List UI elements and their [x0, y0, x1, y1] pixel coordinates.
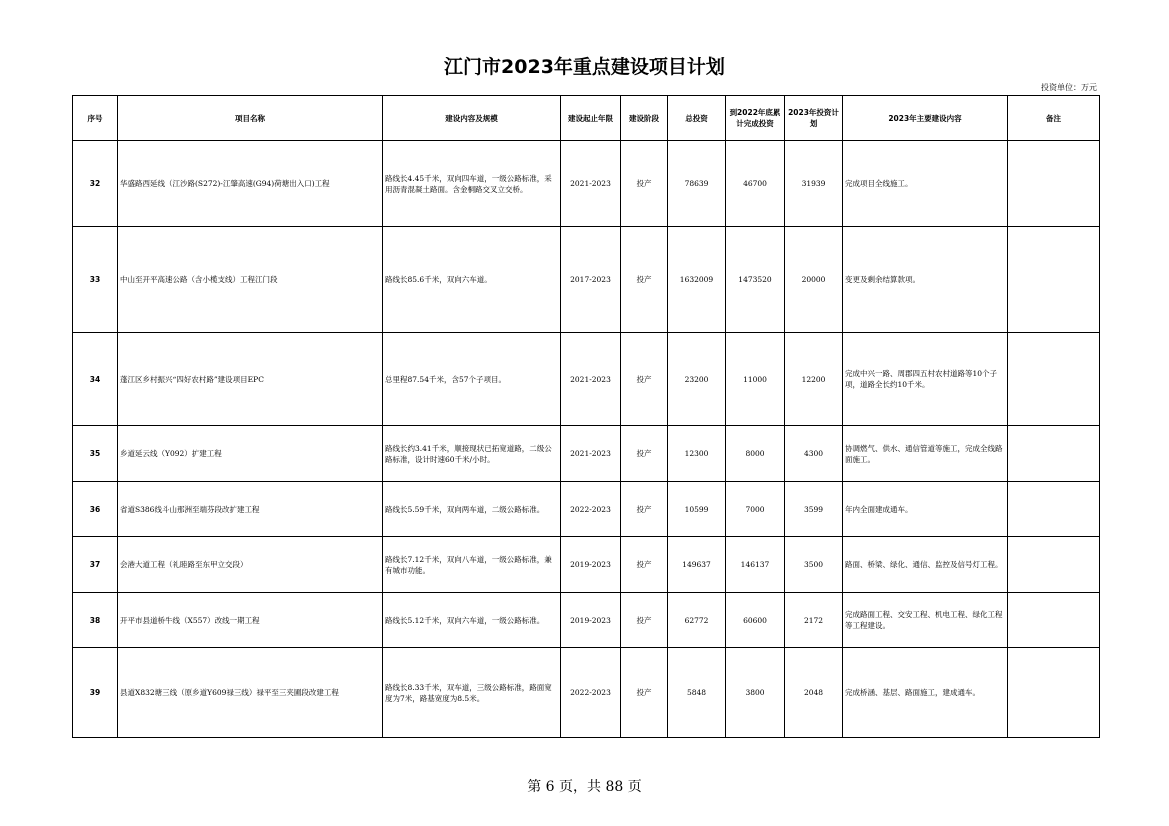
project-content-cell: 路线长4.45千米，双向四车道，一级公路标准，采用沥青混凝土路面。含金桐路交叉立交桥。 [383, 141, 561, 227]
project-stage-cell: 投产 [621, 333, 668, 426]
plan-investment-cell: 3500 [785, 537, 843, 593]
completed-investment-cell: 60600 [726, 593, 785, 648]
main-content-cell: 完成桥涵、基层、路面施工，建成通车。 [843, 648, 1008, 738]
header-no: 序号 [73, 96, 118, 141]
plan-investment-cell: 3599 [785, 482, 843, 537]
project-content-cell: 路线长7.12千米，双向八车道，一级公路标准，兼有城市功能。 [383, 537, 561, 593]
note-cell [1008, 537, 1100, 593]
total-investment-cell: 10599 [668, 482, 726, 537]
plan-investment-cell: 2048 [785, 648, 843, 738]
main-content-cell: 完成项目全线施工。 [843, 141, 1008, 227]
project-years-cell: 2022-2023 [561, 648, 621, 738]
project-name-cell: 蓬江区乡村振兴“四好农村路”建设项目EPC [118, 333, 383, 426]
row-number-cell: 36 [73, 482, 118, 537]
project-content-cell: 路线长5.59千米，双向两车道，二级公路标准。 [383, 482, 561, 537]
note-cell [1008, 482, 1100, 537]
total-investment-cell: 149637 [668, 537, 726, 593]
project-stage-cell: 投产 [621, 482, 668, 537]
plan-investment-cell: 12200 [785, 333, 843, 426]
total-investment-cell: 62772 [668, 593, 726, 648]
note-cell [1008, 227, 1100, 333]
project-stage-cell: 投产 [621, 426, 668, 482]
main-content-cell: 年内全面建成通车。 [843, 482, 1008, 537]
header-main: 2023年主要建设内容 [843, 96, 1008, 141]
header-years: 建设起止年限 [561, 96, 621, 141]
project-name-cell: 乡道延云线（Y092）扩建工程 [118, 426, 383, 482]
row-number-cell: 35 [73, 426, 118, 482]
plan-investment-cell: 2172 [785, 593, 843, 648]
project-content-cell: 路线长5.12千米，双向六车道，一级公路标准。 [383, 593, 561, 648]
plan-investment-cell: 4300 [785, 426, 843, 482]
project-name-cell: 华盛路西延线（江沙路(S272)-江肇高速(G94)荷塘出入口)工程 [118, 141, 383, 227]
completed-investment-cell: 1473520 [726, 227, 785, 333]
project-years-cell: 2021-2023 [561, 426, 621, 482]
project-years-cell: 2019-2023 [561, 593, 621, 648]
total-investment-cell: 1632009 [668, 227, 726, 333]
completed-investment-cell: 3800 [726, 648, 785, 738]
table-row [73, 482, 1100, 537]
project-name-cell: 中山至开平高速公路（含小榄支线）工程江门段 [118, 227, 383, 333]
project-stage-cell: 投产 [621, 648, 668, 738]
header-note: 备注 [1008, 96, 1100, 141]
completed-investment-cell: 146137 [726, 537, 785, 593]
project-stage-cell: 投产 [621, 593, 668, 648]
project-content-cell: 路线长约3.41千米，顺接现状已拓宽道路，二级公路标准，设计时速60千米/小时。 [383, 426, 561, 482]
project-years-cell: 2017-2023 [561, 227, 621, 333]
main-content-cell: 完成路面工程、交安工程、机电工程、绿化工程等工程建设。 [843, 593, 1008, 648]
total-investment-cell: 78639 [668, 141, 726, 227]
main-content-cell: 变更及剩余结算款项。 [843, 227, 1008, 333]
project-table [72, 95, 1100, 738]
header-total: 总投资 [668, 96, 726, 141]
table-row [73, 537, 1100, 593]
note-cell [1008, 333, 1100, 426]
total-investment-cell: 23200 [668, 333, 726, 426]
page-footer: 第 6 页，共 88 页 [527, 779, 642, 795]
header-done: 到2022年底累计完成投资 [726, 96, 785, 141]
completed-investment-cell: 8000 [726, 426, 785, 482]
table-row [73, 648, 1100, 738]
row-number-cell: 34 [73, 333, 118, 426]
project-content-cell: 路线长8.33千米，双车道，三级公路标准，路面宽度为7米，路基宽度为8.5米。 [383, 648, 561, 738]
total-investment-cell: 12300 [668, 426, 726, 482]
header-content: 建设内容及规模 [383, 96, 561, 141]
project-stage-cell: 投产 [621, 537, 668, 593]
project-name-cell: 会港大道工程（礼睦路至东甲立交段） [118, 537, 383, 593]
table-row [73, 426, 1100, 482]
header-name: 项目名称 [118, 96, 383, 141]
project-years-cell: 2021-2023 [561, 141, 621, 227]
project-content-cell: 总里程87.54千米，含57个子项目。 [383, 333, 561, 426]
note-cell [1008, 426, 1100, 482]
header-stage: 建设阶段 [621, 96, 668, 141]
project-years-cell: 2019-2023 [561, 537, 621, 593]
main-content-cell: 完成中兴一路、周郡四五村农村道路等10个子项，道路全长约10千米。 [843, 333, 1008, 426]
completed-investment-cell: 46700 [726, 141, 785, 227]
project-content-cell: 路线长85.6千米，双向六车道。 [383, 227, 561, 333]
row-number-cell: 37 [73, 537, 118, 593]
row-number-cell: 32 [73, 141, 118, 227]
unit-label: 投资单位：万元 [1041, 83, 1097, 92]
table-row [73, 141, 1100, 227]
row-number-cell: 38 [73, 593, 118, 648]
header-plan: 2023年投资计划 [785, 96, 843, 141]
plan-investment-cell: 31939 [785, 141, 843, 227]
note-cell [1008, 593, 1100, 648]
table-row [73, 333, 1100, 426]
table-row [73, 593, 1100, 648]
project-stage-cell: 投产 [621, 141, 668, 227]
main-content-cell: 路面、桥梁、绿化、通信、监控及信号灯工程。 [843, 537, 1008, 593]
project-years-cell: 2022-2023 [561, 482, 621, 537]
project-name-cell: 省道S386线斗山那洲至端芬段改扩建工程 [118, 482, 383, 537]
row-number-cell: 39 [73, 648, 118, 738]
header-row [73, 96, 1100, 141]
project-stage-cell: 投产 [621, 227, 668, 333]
table-row [73, 227, 1100, 333]
main-content-cell: 协调燃气、供水、通信管道等施工，完成全线路面施工。 [843, 426, 1008, 482]
plan-investment-cell: 20000 [785, 227, 843, 333]
page-title: 江门市2023年重点建设项目计划 [444, 56, 725, 78]
project-name-cell: 县道X832塘三线（原乡道Y609禄三线）禄平至三夹圃段改建工程 [118, 648, 383, 738]
row-number-cell: 33 [73, 227, 118, 333]
project-years-cell: 2021-2023 [561, 333, 621, 426]
note-cell [1008, 648, 1100, 738]
completed-investment-cell: 7000 [726, 482, 785, 537]
total-investment-cell: 5848 [668, 648, 726, 738]
project-name-cell: 开平市县道桥牛线（X557）改线一期工程 [118, 593, 383, 648]
note-cell [1008, 141, 1100, 227]
completed-investment-cell: 11000 [726, 333, 785, 426]
